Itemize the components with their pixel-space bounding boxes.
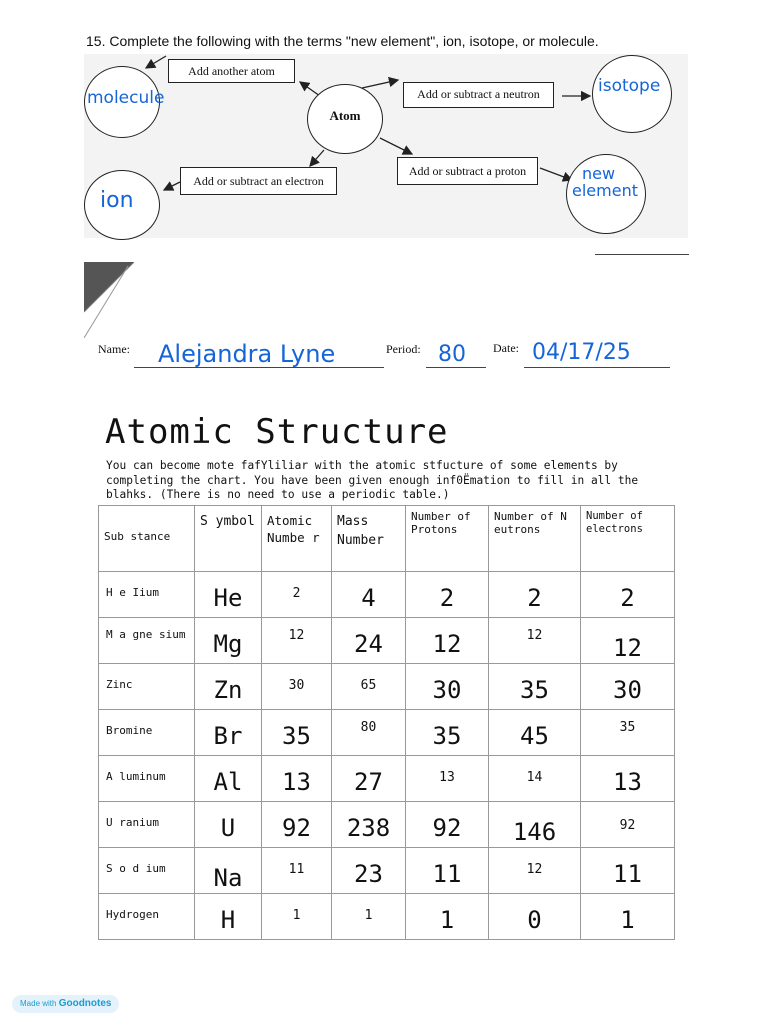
cell-atomic: 12	[262, 618, 332, 664]
header-electrons: Number of electrons	[581, 506, 675, 572]
cell-symbol: H	[195, 894, 262, 940]
cell-mass: 24	[332, 618, 406, 664]
cell-electrons: 11	[581, 848, 675, 894]
table-row-aluminum	[99, 756, 675, 802]
goodnotes-prefix: Made with	[20, 999, 57, 1008]
cell-protons: 1	[406, 894, 489, 940]
table-row-bromine	[99, 710, 675, 756]
cell-protons: 12	[406, 618, 489, 664]
cell-substance: Zinc	[99, 664, 195, 710]
cell-neutrons: 12	[489, 848, 581, 894]
cell-substance: Hydrogen	[99, 894, 195, 940]
worksheet-title: Atomic Structure	[105, 412, 449, 452]
atom-label: Atom	[329, 108, 361, 123]
scan-corner-mark	[84, 262, 134, 338]
cell-mass: 1	[332, 894, 406, 940]
table-row-sodium	[99, 848, 675, 894]
cell-mass: 80	[332, 710, 406, 756]
arrow-to-molecule	[146, 56, 166, 68]
answer-ion: ion	[100, 188, 134, 213]
cell-mass: 23	[332, 848, 406, 894]
cell-electrons: 92	[581, 802, 675, 848]
period-line	[426, 367, 486, 368]
cell-electrons: 35	[581, 710, 675, 756]
goodnotes-brand: Goodnotes	[58, 998, 112, 1009]
cell-protons: 35	[406, 710, 489, 756]
cell-electrons: 13	[581, 756, 675, 802]
cell-electrons: 2	[581, 572, 675, 618]
cell-substance: H e Iium	[99, 572, 195, 618]
atomic-structure-table	[98, 505, 675, 940]
cell-protons: 92	[406, 802, 489, 848]
box-electron: Add or subtract an electron	[180, 167, 337, 195]
arrow-to-neutron	[362, 80, 398, 88]
cell-symbol: U	[195, 802, 262, 848]
cell-mass: 65	[332, 664, 406, 710]
cell-symbol: He	[195, 572, 262, 618]
worksheet-intro: You can become mote fafYliliar with the atomic stfucture of some elements by completing the chart. You have been given enough inf0Ëmation to fill in all the blahks. (There is no need to use a periodic table.)	[106, 459, 639, 501]
table-row-hydrogen	[99, 894, 675, 940]
header-protons: Number of Protons	[406, 506, 489, 572]
header-mass-number: Mass Number	[332, 506, 406, 572]
header-symbol: S ymbol	[195, 506, 262, 572]
table-row-uranium	[99, 802, 675, 848]
header-substance: Sub stance	[99, 506, 195, 572]
goodnotes-badge	[12, 995, 119, 1013]
cell-symbol: Br	[195, 710, 262, 756]
cell-electrons: 1	[581, 894, 675, 940]
arrow-to-ion	[164, 182, 180, 190]
cell-protons: 13	[406, 756, 489, 802]
name-label: Name:	[98, 342, 130, 356]
cell-neutrons: 12	[489, 618, 581, 664]
box-proton: Add or subtract a proton	[397, 157, 538, 185]
cell-neutrons: 0	[489, 894, 581, 940]
cell-protons: 11	[406, 848, 489, 894]
header-neutrons: Number of N eutrons	[489, 506, 581, 572]
cell-atomic: 35	[262, 710, 332, 756]
cell-mass: 27	[332, 756, 406, 802]
cell-electrons: 12	[581, 618, 675, 664]
arrow-to-proton	[380, 138, 412, 154]
scan-line	[595, 254, 689, 255]
cell-substance: Bromine	[99, 710, 195, 756]
period-value: 80	[438, 342, 466, 367]
answer-molecule: molecule	[87, 88, 165, 108]
cell-symbol: Zn	[195, 664, 262, 710]
box-add-another-atom: Add another atom	[168, 59, 295, 83]
cell-symbol: Mg	[195, 618, 262, 664]
cell-symbol: Al	[195, 756, 262, 802]
question-15-text: 15. Complete the following with the terms "new element", ion, isotope, or molecule.	[86, 33, 599, 49]
cell-neutrons: 35	[489, 664, 581, 710]
cell-substance: A luminum	[99, 756, 195, 802]
cell-atomic: 2	[262, 572, 332, 618]
arrow-to-new-element	[540, 168, 572, 180]
table-row-zinc	[99, 664, 675, 710]
cell-neutrons: 146	[489, 802, 581, 848]
table-row-magnesium	[99, 618, 675, 664]
cell-neutrons: 2	[489, 572, 581, 618]
cell-neutrons: 45	[489, 710, 581, 756]
cell-substance: S o d ium	[99, 848, 195, 894]
name-value: Alejandra Lyne	[158, 340, 336, 368]
answer-new: new	[582, 164, 616, 183]
box-neutron: Add or subtract a neutron	[403, 82, 554, 108]
cell-electrons: 30	[581, 664, 675, 710]
cell-protons: 2	[406, 572, 489, 618]
cell-protons: 30	[406, 664, 489, 710]
table-header-row	[99, 506, 675, 572]
period-label: Period:	[386, 342, 421, 356]
answer-isotope: isotope	[598, 76, 661, 96]
cell-atomic: 30	[262, 664, 332, 710]
cell-neutrons: 14	[489, 756, 581, 802]
cell-atomic: 13	[262, 756, 332, 802]
cell-substance: U ranium	[99, 802, 195, 848]
cell-mass: 4	[332, 572, 406, 618]
date-label: Date:	[493, 341, 519, 355]
table-row-helium	[99, 572, 675, 618]
arrow-to-electron	[310, 150, 324, 166]
cell-atomic: 11	[262, 848, 332, 894]
cell-mass: 238	[332, 802, 406, 848]
cell-symbol: Na	[195, 848, 262, 894]
date-line	[524, 367, 670, 368]
header-atomic-number: Atomic Numbe r	[262, 506, 332, 572]
cell-atomic: 92	[262, 802, 332, 848]
date-value: 04/17/25	[532, 340, 631, 365]
answer-element: element	[572, 181, 638, 200]
cell-atomic: 1	[262, 894, 332, 940]
cell-substance: M a gne sium	[99, 618, 195, 664]
